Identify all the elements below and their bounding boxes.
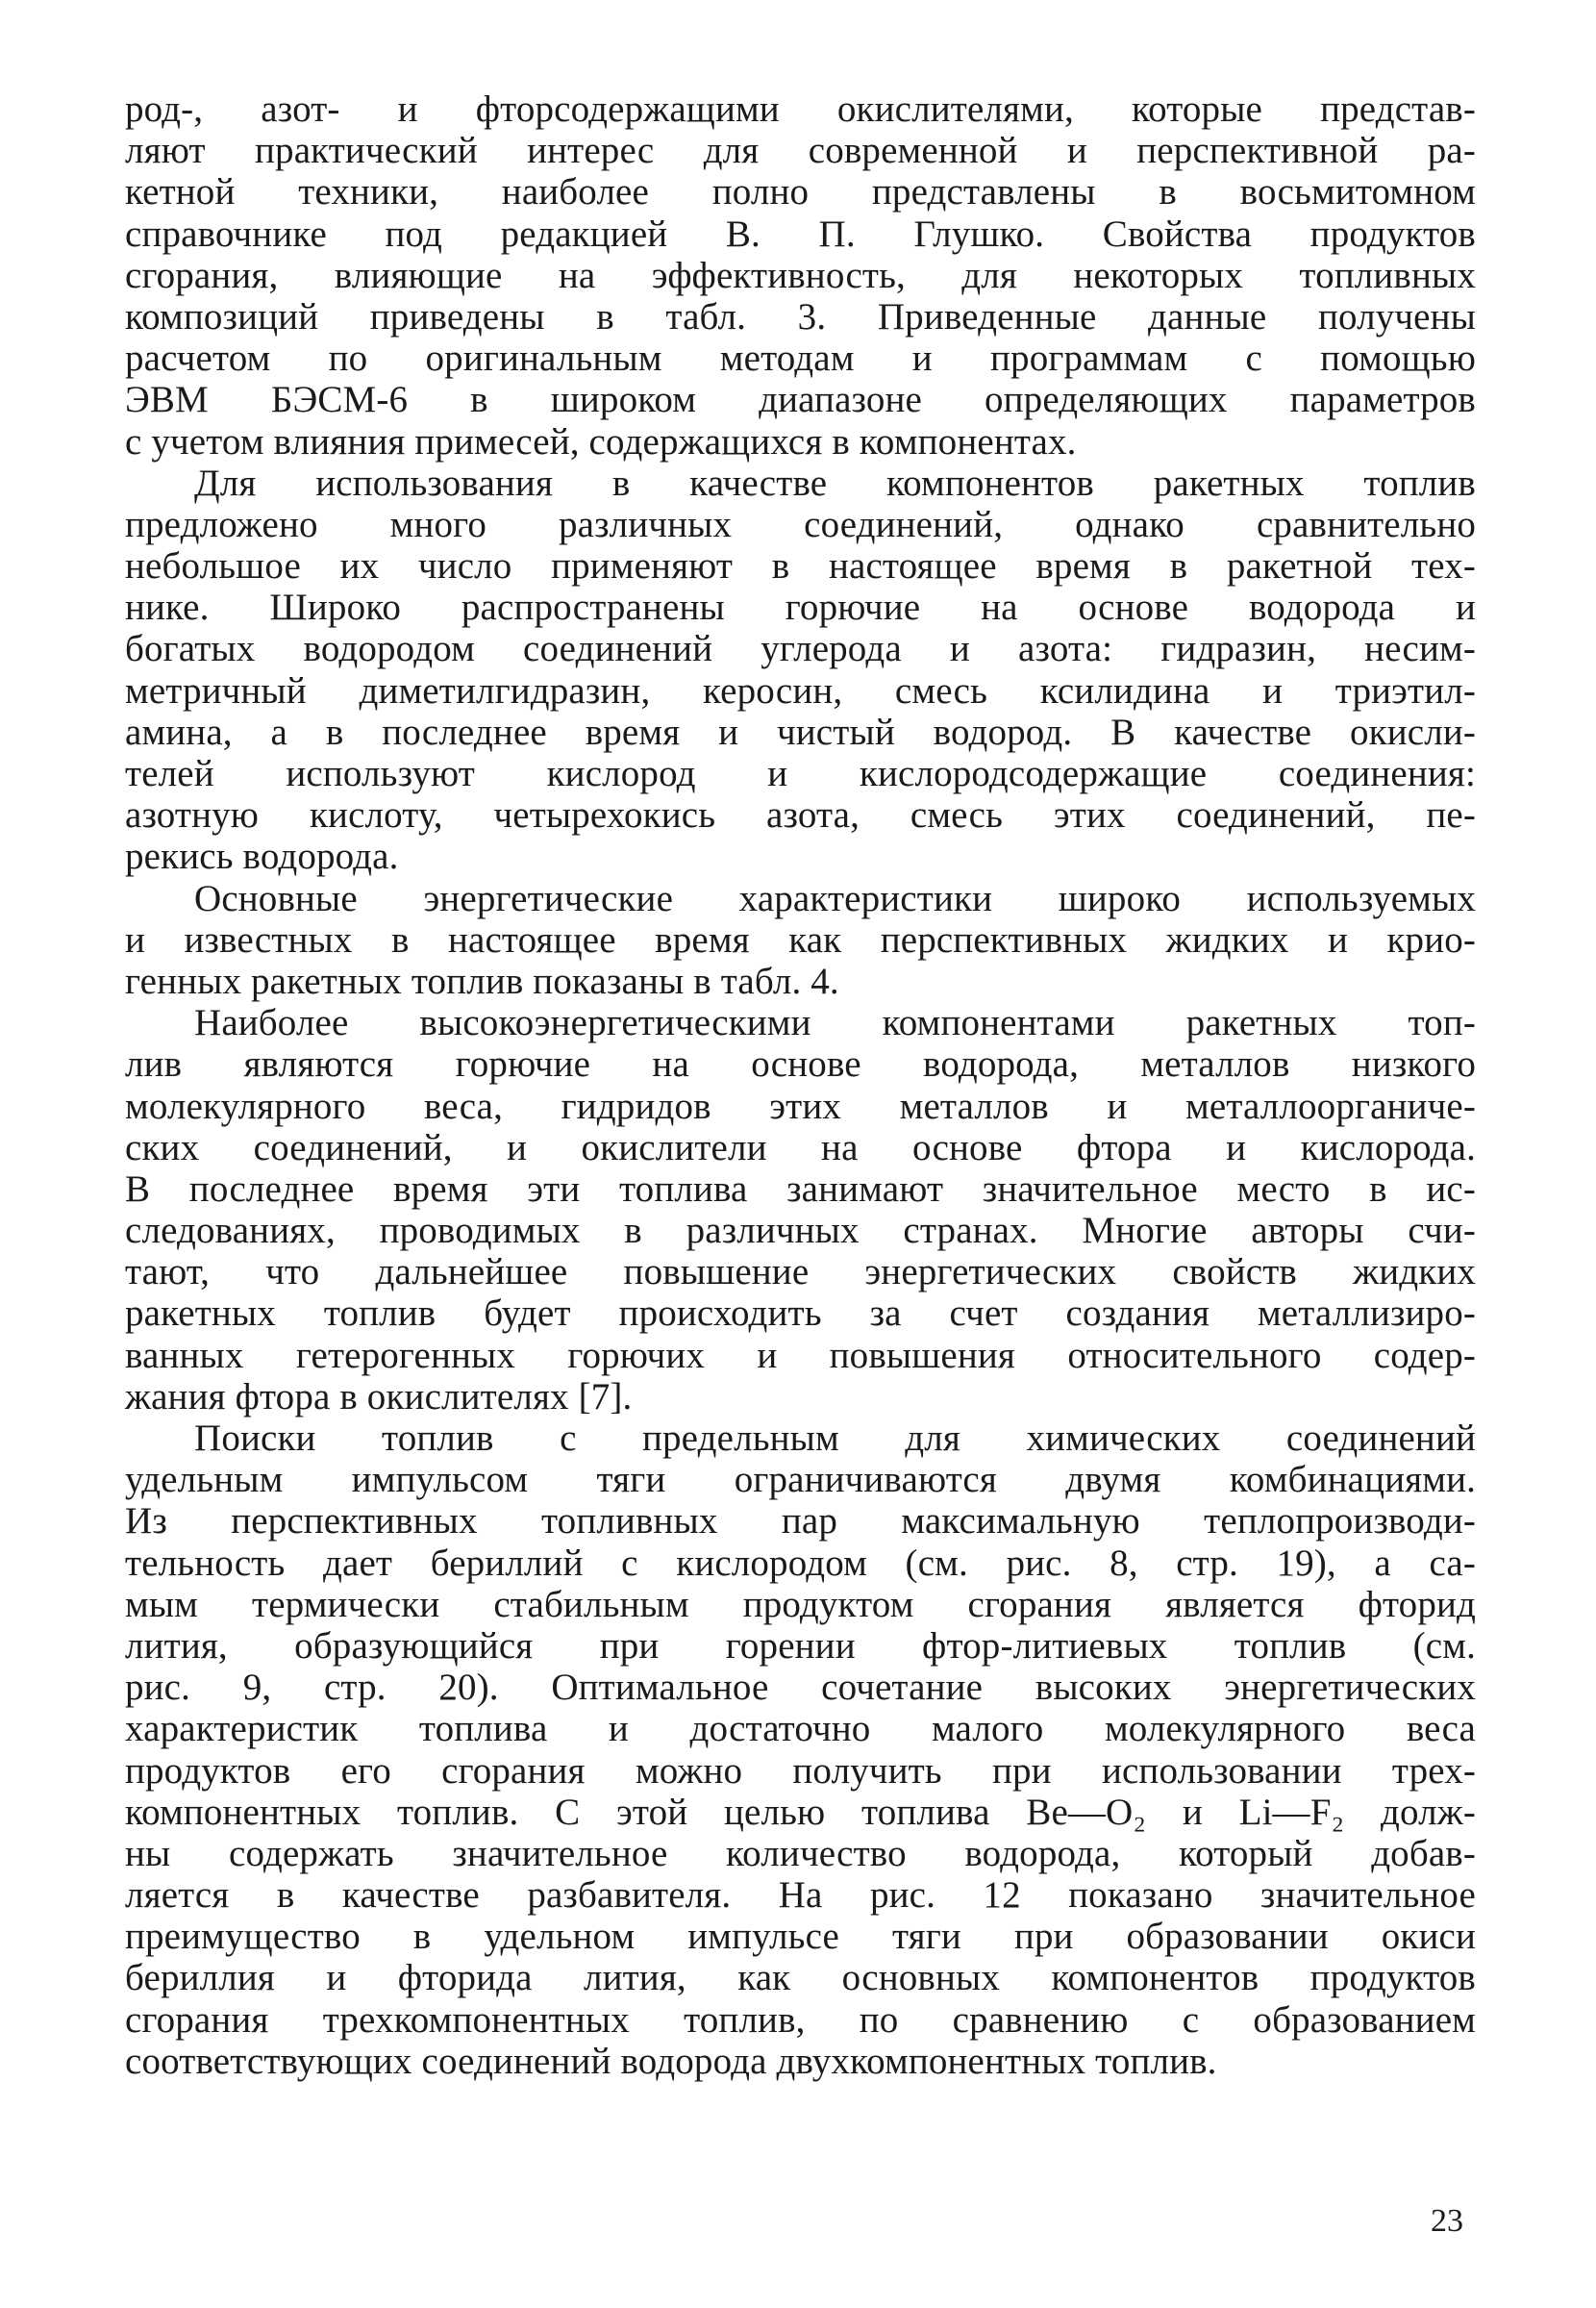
text-line: азотную кислоту, четырехокись азота, смесь этих соединений, пе- (125, 794, 1476, 837)
text-line: метричный диметилгидразин, керосин, смесь ксилидина и триэтил- (125, 669, 1476, 712)
text-line: кетной техники, наиболее полно представлены в восьмитомном (125, 171, 1476, 213)
paragraph (125, 463, 1476, 878)
text-line: расчетом по оригинальным методам и программам с помощью (125, 338, 1476, 380)
text-line: Основные энергетические характеристики широко используемых (194, 877, 1476, 919)
text-line: продуктов его сгорания можно получить при использовании трех- (125, 1749, 1476, 1792)
text-line: жания фтора в окислителях [7]. (125, 1375, 633, 1417)
text-line: ЭВМ БЭСМ-6 в широком диапазоне определяющих параметров (125, 379, 1476, 421)
text-line: компонентных топлив. С этой целью топлива Be—O₂ и Li—F₂ долж- (125, 1791, 1476, 1833)
text-line: тают, что дальнейшее повышение энергетических свойств жидких (125, 1251, 1476, 1293)
paragraph (125, 878, 1476, 1003)
text-line: ракетных топлив будет происходить за счет создания металлизиро- (125, 1292, 1476, 1335)
text-line: следованиях, проводимых в различных странах. Многие авторы счи- (125, 1210, 1476, 1252)
text-line: Наиболее высокоэнергетическими компонентами ракетных топ- (194, 1002, 1476, 1044)
text-line: В последнее время эти топлива занимают значительное место в ис- (125, 1167, 1476, 1210)
text-line: амина, а в последнее время и чистый водород. В качестве окисли- (125, 711, 1476, 753)
text-line: справочнике под редакцией В. П. Глушко. Свойства продуктов (125, 213, 1476, 255)
text-line: генных ракетных топлив показаны в табл. 4. (125, 960, 839, 1002)
text-line: телей используют кислород и кислородсодержащие соединения: (125, 753, 1476, 794)
text-line: небольшое их число применяют в настоящее время в ракетной тех- (125, 545, 1476, 588)
text-line: бериллия и фторида лития, как основных компонентов продуктов (125, 1957, 1476, 1999)
text-line: молекулярного веса, гидридов этих металлов и металлоорганиче- (125, 1085, 1476, 1127)
text-line: и известных в настоящее время как перспективных жидких и крио- (125, 918, 1476, 961)
text-line: лития, образующийся при горении фтор-литиевых топлив (см. (125, 1624, 1476, 1667)
text-line: предложено много различных соединений, однако сравнительно (125, 503, 1476, 545)
text-line: род-, азот- и фторсодержащими окислителями, которые представ- (125, 88, 1476, 130)
text-line: Для использования в качестве компонентов ракетных топлив (194, 462, 1476, 504)
text-line: ванных гетерогенных горючих и повышения относительного содер- (125, 1334, 1476, 1376)
paragraph (125, 1417, 1476, 2082)
text-line: сгорания, влияющие на эффективность, для некоторых топливных (125, 254, 1476, 296)
text-line: характеристик топлива и достаточно малого молекулярного веса (125, 1708, 1476, 1750)
text-line: тельность дает бериллий с кислородом (см. рис. 8, стр. 19), а са- (125, 1542, 1476, 1584)
body-text (125, 88, 1476, 2082)
text-line: богатых водородом соединений углерода и азота: гидразин, несим- (125, 628, 1476, 670)
text-line: с учетом влияния примесей, содержащихся в компонентах. (125, 420, 1077, 463)
page-number: 23 (1431, 2203, 1463, 2239)
text-line: преимущество в удельном импульсе тяги при образовании окиси (125, 1916, 1476, 1958)
text-line: сгорания трехкомпонентных топлив, по сравнению с образованием (125, 1998, 1476, 2041)
text-line: композиций приведены в табл. 3. Приведенные данные получены (125, 295, 1476, 338)
text-line: ляется в качестве разбавителя. На рис. 12 показано значительное (125, 1874, 1476, 1917)
text-line: соответствующих соединений водорода двухкомпонентных топлив. (125, 2040, 1217, 2082)
text-line: мым термически стабильным продуктом сгорания является фторид (125, 1583, 1476, 1625)
text-line: рекись водорода. (125, 836, 399, 878)
text-line: Из перспективных топливных пар максимальную теплопроизводи- (125, 1500, 1476, 1543)
text-line: нике. Широко распространены горючие на основе водорода и (125, 587, 1476, 629)
text-line: лив являются горючие на основе водорода, металлов низкого (125, 1043, 1476, 1086)
text-line: ны содержать значительное количество водорода, который добав- (125, 1832, 1476, 1874)
text-line: Поиски топлив с предельным для химических соединений (194, 1417, 1476, 1459)
paragraph (125, 1002, 1476, 1417)
paragraph (125, 88, 1476, 463)
text-line: ляют практический интерес для современной и перспективной ра- (125, 130, 1476, 172)
text-line: ских соединений, и окислители на основе фтора и кислорода. (125, 1126, 1476, 1168)
text-line: удельным импульсом тяги ограничиваются двумя комбинациями. (125, 1459, 1476, 1501)
text-line: рис. 9, стр. 20). Оптимальное сочетание высоких энергетических (125, 1667, 1476, 1709)
